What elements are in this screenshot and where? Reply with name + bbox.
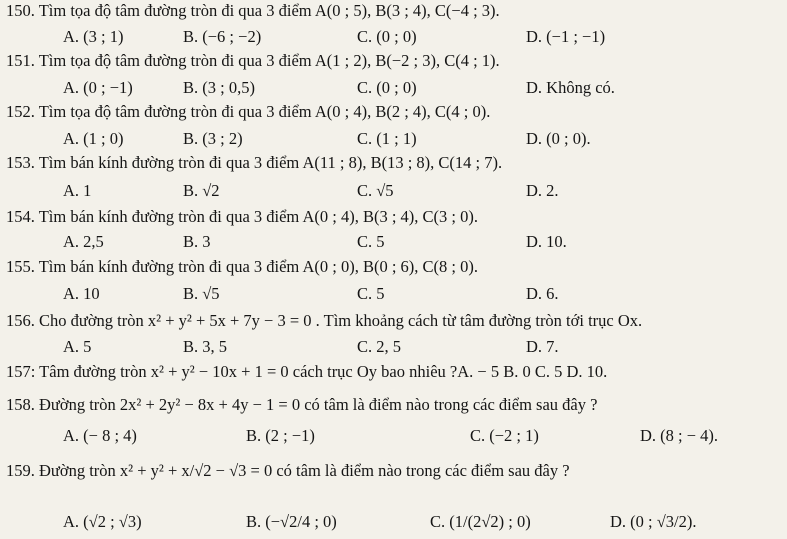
option-d: D. 6. (526, 284, 559, 303)
question-152: 152. Tìm tọa độ tâm đường tròn đi qua 3 điểm A(0 ; 4), B(2 ; 4), C(4 ; 0). (6, 102, 491, 121)
option-c: C. 5 (357, 232, 385, 251)
option-b: B. 3 (183, 232, 211, 251)
question-151: 151. Tìm tọa độ tâm đường tròn đi qua 3 điểm A(1 ; 2), B(−2 ; 3), C(4 ; 1). (6, 51, 500, 70)
option-a: A. 2,5 (63, 232, 104, 251)
option-a: A. (1 ; 0) (63, 129, 124, 148)
option-c: C. (−2 ; 1) (470, 426, 539, 445)
question-157: 157: Tâm đường tròn x² + y² − 10x + 1 = 0 cách trục Oy bao nhiêu ?A. − 5 B. 0 C. 5 D. 10. (6, 362, 608, 381)
question-159: 159. Đường tròn x² + y² + x/√2 − √3 = 0 có tâm là điểm nào trong các điểm sau đây ? (6, 461, 570, 480)
option-c: C. √5 (357, 181, 394, 200)
question-156: 156. Cho đường tròn x² + y² + 5x + 7y − 3 = 0 . Tìm khoảng cách từ tâm đường tròn tới trục Ox. (6, 311, 643, 330)
option-b: B. (−√2/4 ; 0) (246, 512, 337, 531)
option-c: C. (0 ; 0) (357, 78, 417, 97)
question-158: 158. Đường tròn 2x² + 2y² − 8x + 4y − 1 = 0 có tâm là điểm nào trong các điểm sau đây ? (6, 395, 598, 414)
options-152 (0, 129, 787, 149)
option-a: A. 10 (63, 284, 100, 303)
option-a: A. (3 ; 1) (63, 27, 124, 46)
options-159 (0, 512, 787, 532)
option-c: C. 2, 5 (357, 337, 402, 356)
option-b: B. (3 ; 2) (183, 129, 243, 148)
option-b: B. √2 (183, 181, 220, 200)
option-c: C. (1/(2√2) ; 0) (430, 512, 531, 531)
option-c: C. (1 ; 1) (357, 129, 417, 148)
options-158 (0, 426, 787, 446)
option-d: D. Không có. (526, 78, 615, 97)
question-150: 150. Tìm tọa độ tâm đường tròn đi qua 3 điểm A(0 ; 5), B(3 ; 4), C(−4 ; 3). (6, 1, 500, 20)
options-156 (0, 337, 787, 357)
option-d: D. 7. (526, 337, 559, 356)
option-a: A. (√2 ; √3) (63, 512, 142, 531)
option-b: B. √5 (183, 284, 220, 303)
option-b: B. 3, 5 (183, 337, 228, 356)
option-d: D. (−1 ; −1) (526, 27, 606, 46)
option-d: D. (0 ; √3/2). (610, 512, 697, 531)
options-150 (0, 27, 787, 47)
option-b: B. (3 ; 0,5) (183, 78, 255, 97)
option-a: A. 1 (63, 181, 92, 200)
option-c: C. 5 (357, 284, 385, 303)
option-a: A. (− 8 ; 4) (63, 426, 137, 445)
question-154: 154. Tìm bán kính đường tròn đi qua 3 điểm A(0 ; 4), B(3 ; 4), C(3 ; 0). (6, 207, 478, 226)
option-b: B. (2 ; −1) (246, 426, 315, 445)
option-d: D. 10. (526, 232, 567, 251)
question-153: 153. Tìm bán kính đường tròn đi qua 3 điểm A(11 ; 8), B(13 ; 8), C(14 ; 7). (6, 153, 503, 172)
option-a: A. 5 (63, 337, 92, 356)
option-b: B. (−6 ; −2) (183, 27, 262, 46)
options-153 (0, 181, 787, 201)
option-c: C. (0 ; 0) (357, 27, 417, 46)
options-155 (0, 284, 787, 304)
option-a: A. (0 ; −1) (63, 78, 133, 97)
options-151 (0, 78, 787, 98)
option-d: D. (0 ; 0). (526, 129, 591, 148)
option-d: D. (8 ; − 4). (640, 426, 719, 445)
option-d: D. 2. (526, 181, 559, 200)
options-154 (0, 232, 787, 252)
question-155: 155. Tìm bán kính đường tròn đi qua 3 điểm A(0 ; 0), B(0 ; 6), C(8 ; 0). (6, 257, 478, 276)
